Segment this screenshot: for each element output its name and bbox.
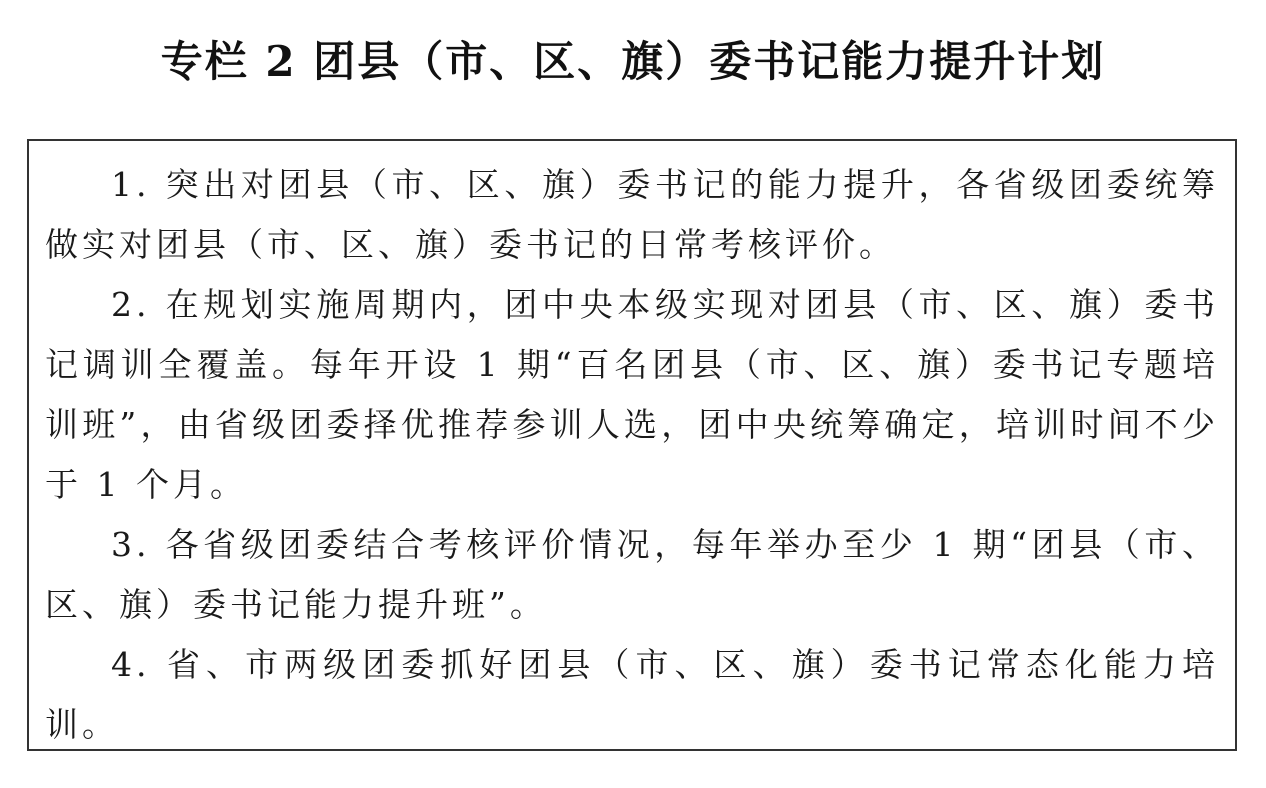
paragraph-item-4: 4. 省、市两级团委抓好团县（市、区、旗）委书记常态化能力培训。 <box>45 645 1219 744</box>
content-box <box>27 139 1237 751</box>
paragraph-item-3: 3. 各省级团委结合考核评价情况，每年举办至少 1 期“团县（市、区、旗）委书记能力提升班”。 <box>45 525 1219 624</box>
paragraph-item-2: 2. 在规划实施周期内，团中央本级实现对团县（市、区、旗）委书记调训全覆盖。每年开设 1 期“百名团县（市、区、旗）委书记专题培训班”，由省级团委择优推荐参训人选，团中央统筹确定，培训时间不少于 1 个月。 <box>45 285 1219 504</box>
paragraph-item-1: 1. 突出对团县（市、区、旗）委书记的能力提升，各省级团委统筹做实对团县（市、区、旗）委书记的日常考核评价。 <box>45 165 1219 264</box>
column-title: 专栏 2 团县（市、区、旗）委书记能力提升计划 <box>160 37 1106 86</box>
